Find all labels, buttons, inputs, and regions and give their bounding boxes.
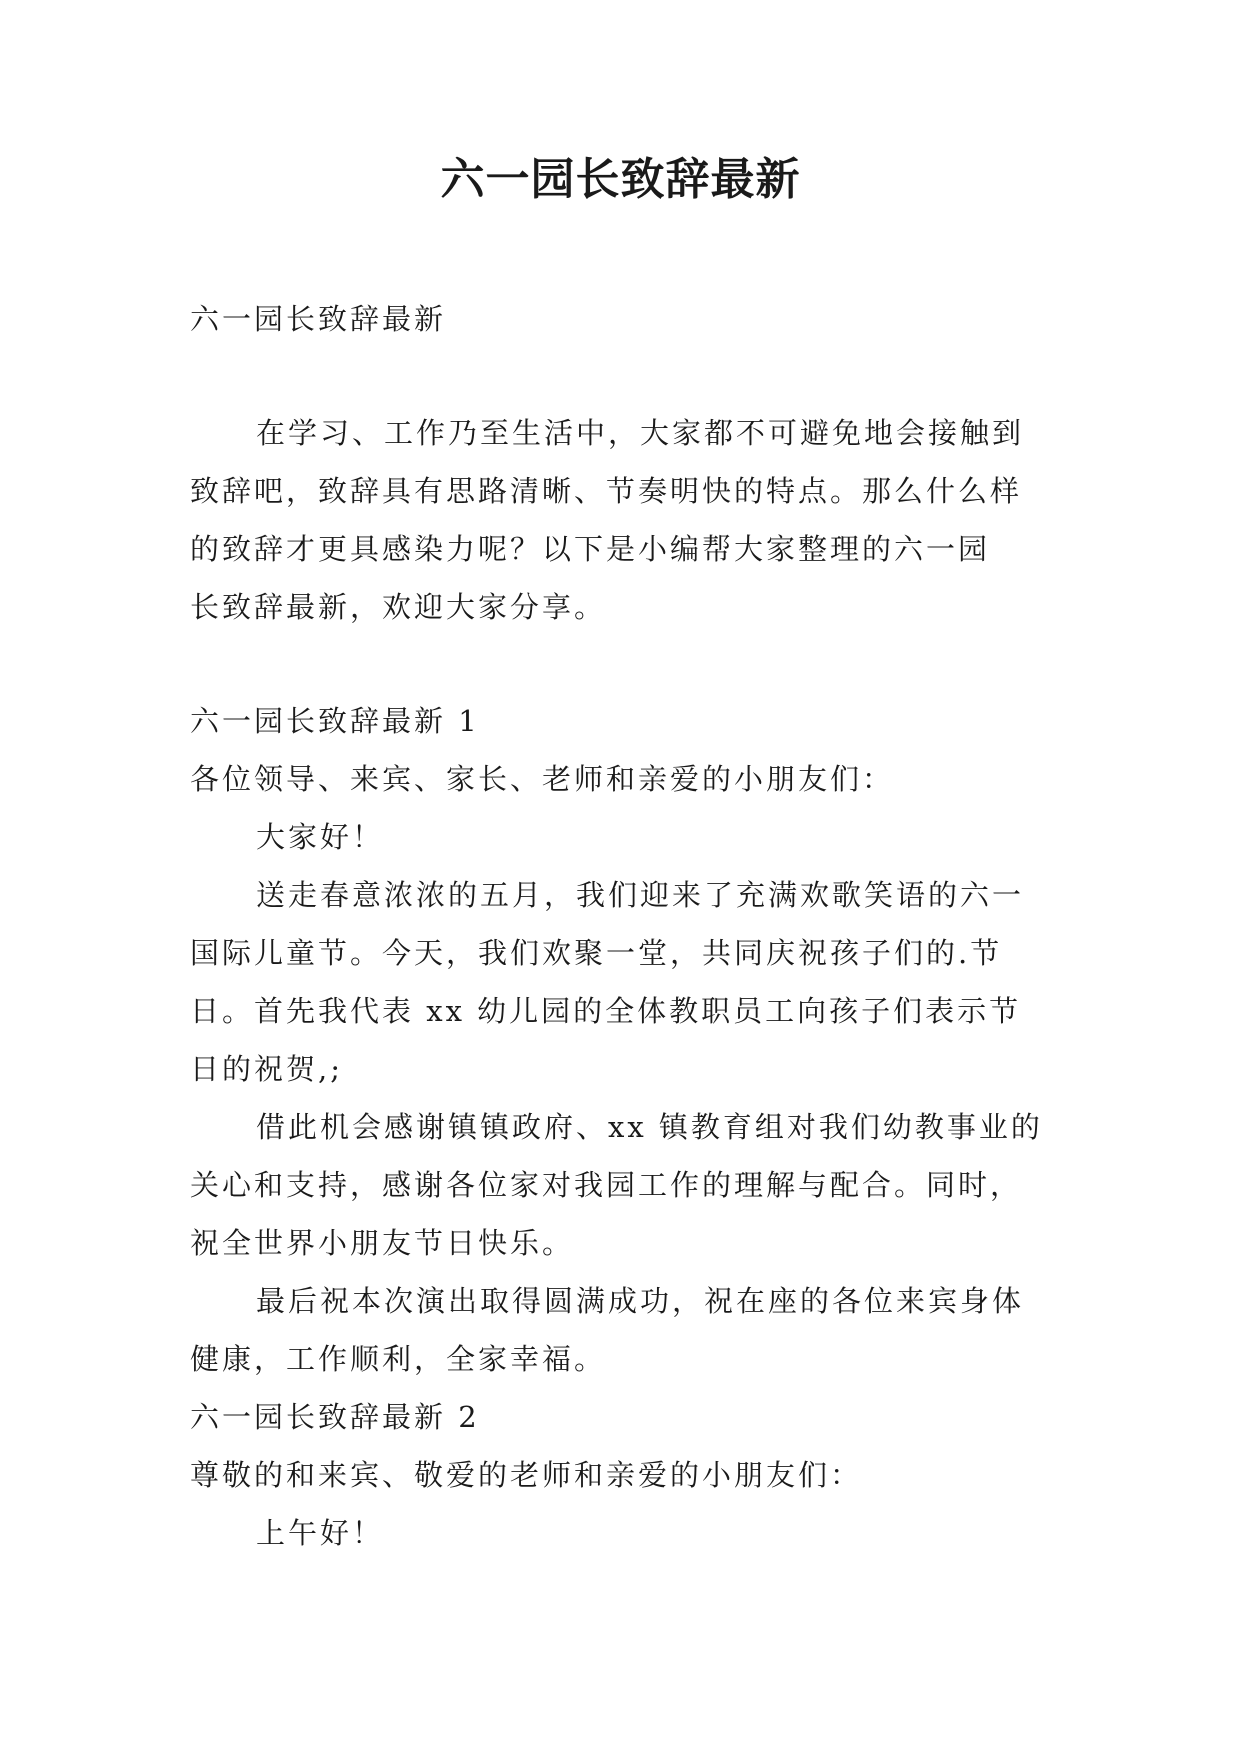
paragraph-line: 日的祝贺,; bbox=[190, 1052, 343, 1086]
speech-paragraph bbox=[190, 866, 1060, 1098]
document-title: 六一园长致辞最新 bbox=[440, 154, 801, 205]
speech-heading: 六一园长致辞最新 1 bbox=[190, 704, 480, 738]
spacer bbox=[190, 636, 1060, 692]
paragraph-line: 国际儿童节。今天，我们欢聚一堂，共同庆祝孩子们的.节 bbox=[190, 936, 1003, 970]
intro-line: 致辞吧，致辞具有思路清晰、节奏明快的特点。那么什么样 bbox=[190, 474, 1023, 508]
spacer bbox=[190, 348, 1060, 404]
intro-line: 在学习、工作乃至生活中，大家都不可避免地会接触到 bbox=[256, 416, 1025, 450]
paragraph-line: 关心和支持，感谢各位家对我园工作的理解与配合。同时， bbox=[190, 1168, 1023, 1202]
paragraph-line: 最后祝本次演出取得圆满成功，祝在座的各位来宾身体 bbox=[256, 1284, 1025, 1318]
paragraph-line: 日。首先我代表 xx 幼儿园的全体教职员工向孩子们表示节 bbox=[190, 994, 1022, 1028]
speech-paragraph bbox=[190, 1272, 1060, 1388]
intro-line: 的致辞才更具感染力呢？以下是小编帮大家整理的六一园 bbox=[190, 532, 991, 566]
paragraph-line: 祝全世界小朋友节日快乐。 bbox=[190, 1226, 575, 1260]
speech-greeting: 上午好！ bbox=[256, 1516, 385, 1550]
paragraph-line: 送走春意浓浓的五月，我们迎来了充满欢歌笑语的六一 bbox=[256, 878, 1025, 912]
paragraph-line: 健康，工作顺利，全家幸福。 bbox=[190, 1342, 607, 1376]
paragraph-line: 借此机会感谢镇镇政府、xx 镇教育组对我们幼教事业的 bbox=[256, 1110, 1043, 1144]
speech-section-2 bbox=[190, 1388, 1060, 1562]
document-body bbox=[190, 290, 1060, 1562]
intro-line: 长致辞最新，欢迎大家分享。 bbox=[190, 590, 607, 624]
intro-paragraph bbox=[190, 404, 1060, 636]
speech-salutation: 各位领导、来宾、家长、老师和亲爱的小朋友们： bbox=[190, 762, 895, 796]
document-subtitle: 六一园长致辞最新 bbox=[190, 302, 447, 336]
speech-salutation: 尊敬的和来宾、敬爱的老师和亲爱的小朋友们： bbox=[190, 1458, 863, 1492]
speech-section-1 bbox=[190, 692, 1060, 1388]
speech-heading: 六一园长致辞最新 2 bbox=[190, 1400, 480, 1434]
speech-paragraph bbox=[190, 1098, 1060, 1272]
speech-greeting: 大家好！ bbox=[256, 820, 385, 854]
